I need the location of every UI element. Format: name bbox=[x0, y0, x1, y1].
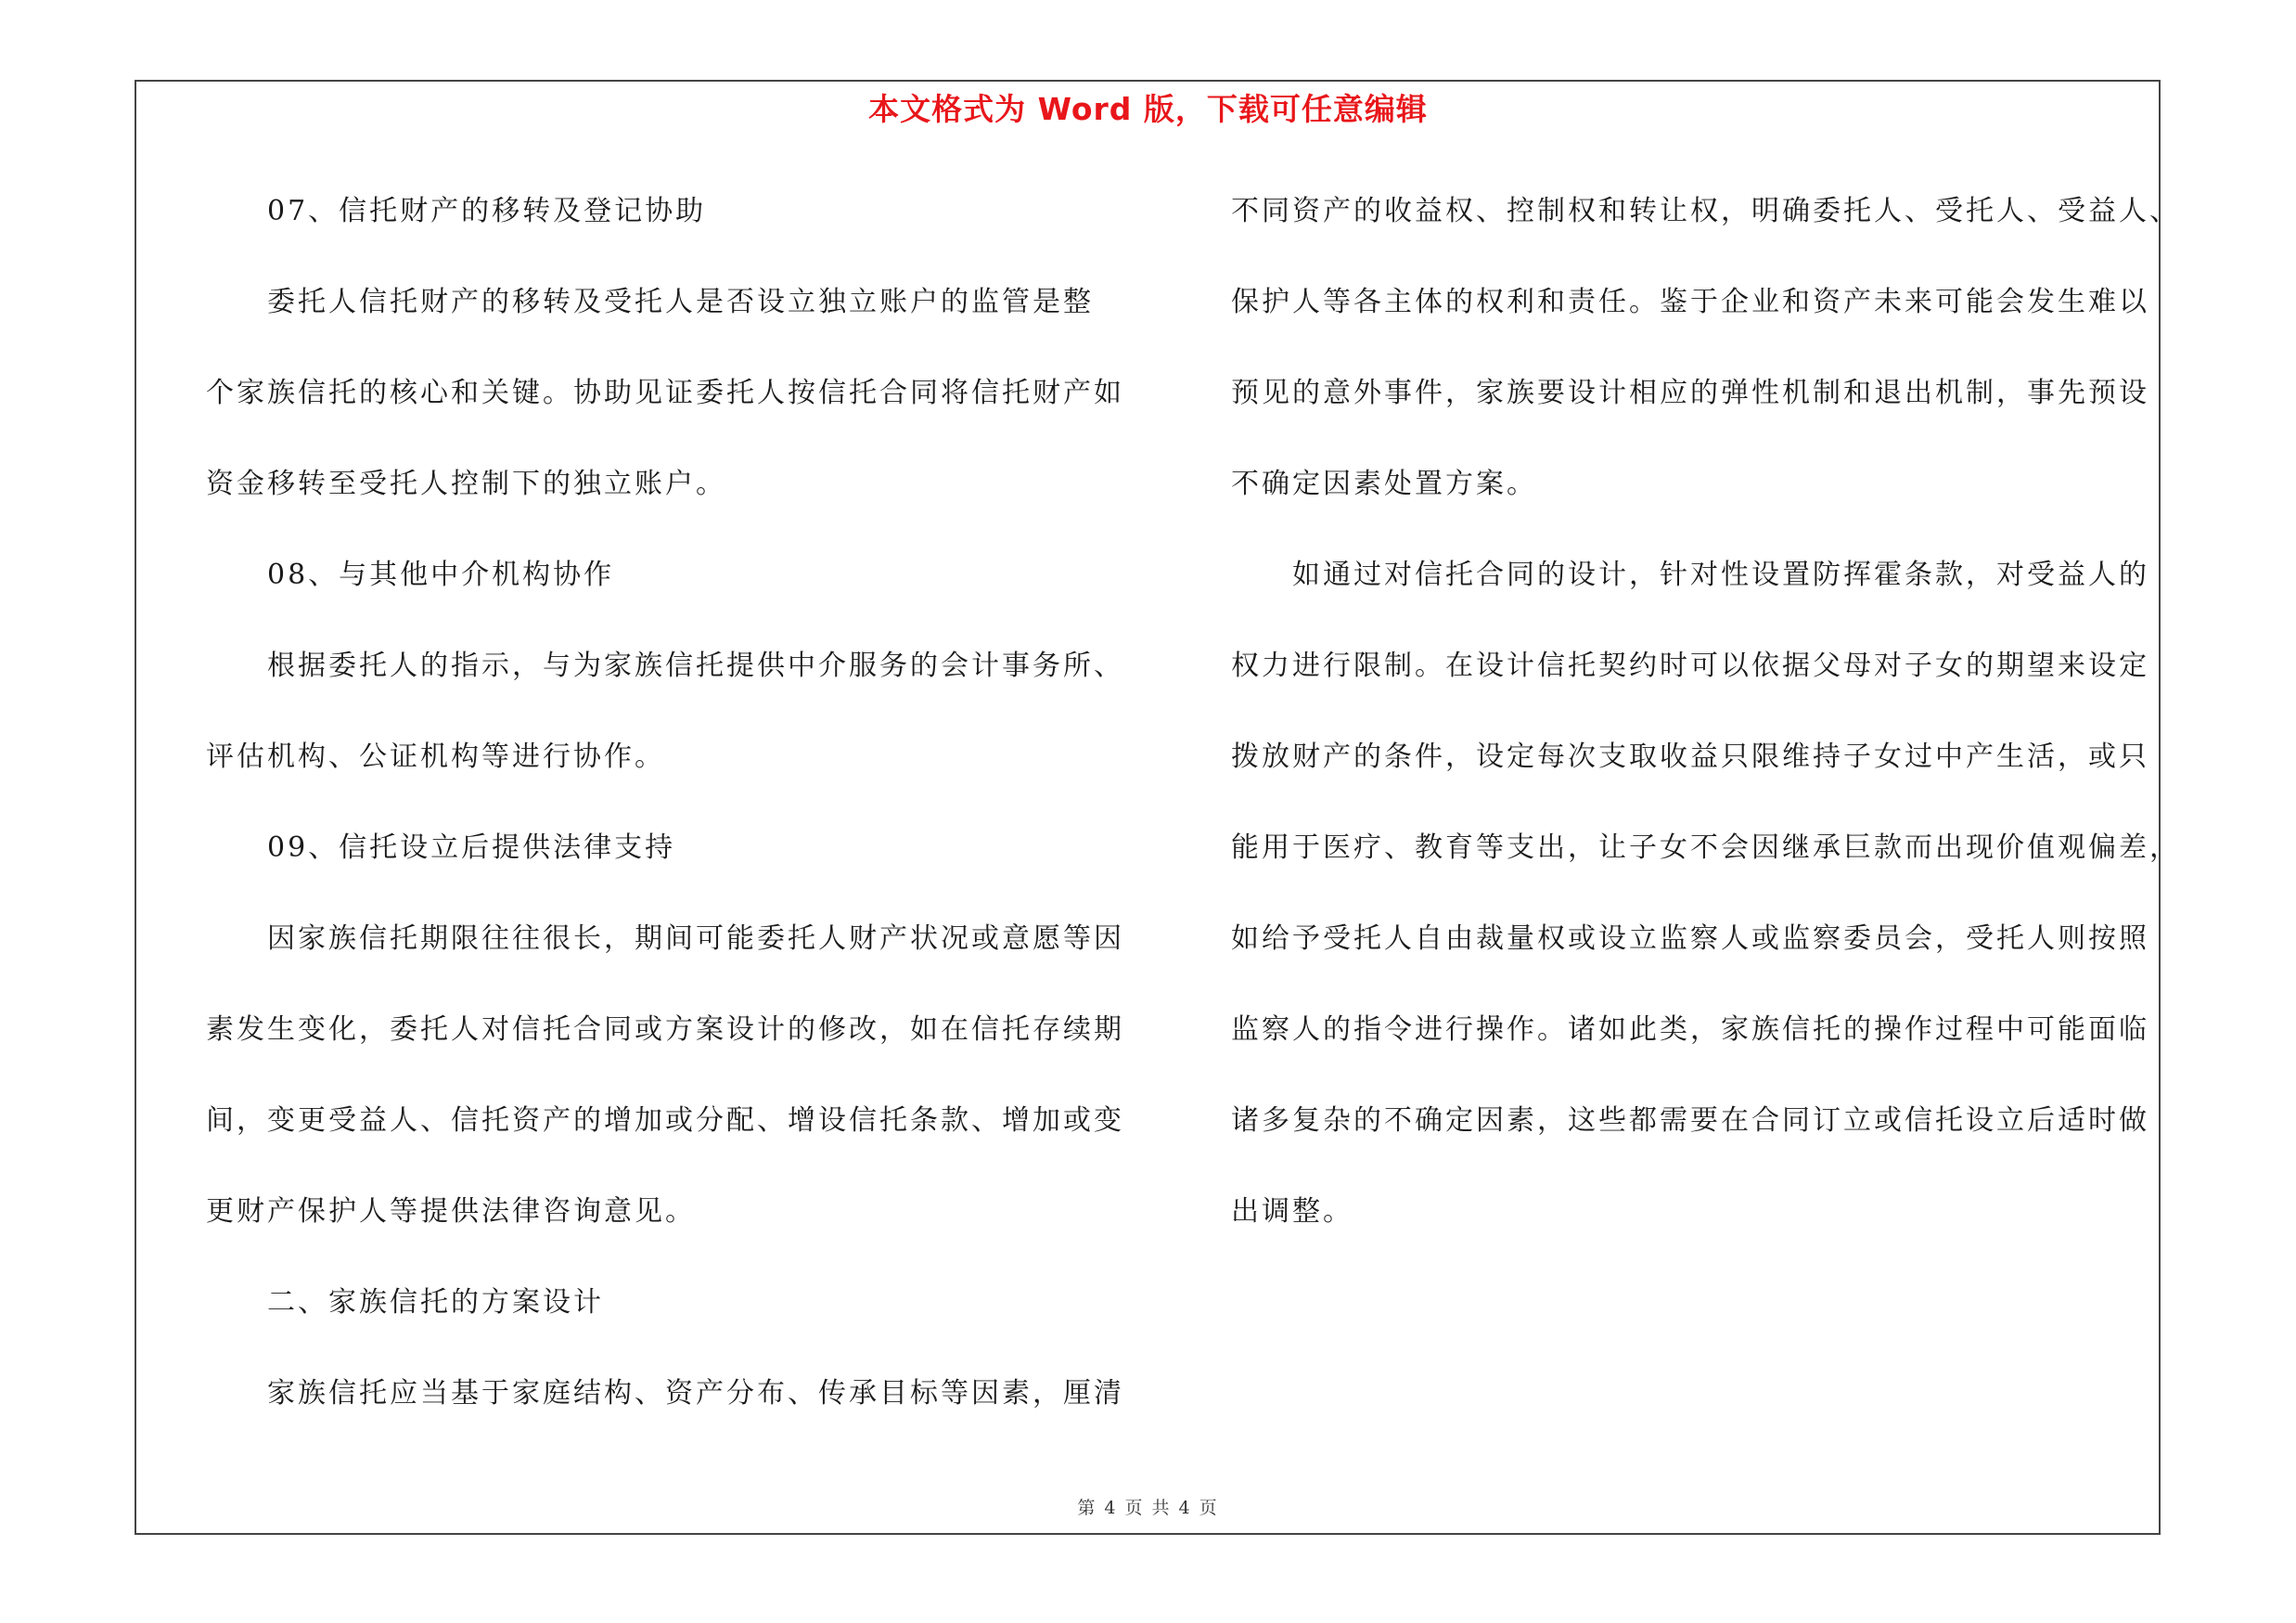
text-line: 个家族信托的核心和关键。协助见证委托人按信托合同将信托财产如 bbox=[206, 377, 1124, 409]
text-line: 不确定因素处置方案。 bbox=[1231, 468, 1537, 500]
right-text-column bbox=[1231, 184, 2180, 1275]
text-line: 如通过对信托合同的设计，针对性设置防挥霍条款，对受益人的 bbox=[1292, 559, 2149, 591]
text-line: 评估机构、公证机构等进行协作。 bbox=[206, 741, 665, 773]
text-line: 素发生变化，委托人对信托合同或方案设计的修改，如在信托存续期 bbox=[206, 1013, 1124, 1046]
text-line: 保护人等各主体的权利和责任。鉴于企业和资产未来可能会发生难以 bbox=[1231, 286, 2149, 318]
text-line: 预见的意外事件，家族要设计相应的弹性机制和退出机制，事先预设 bbox=[1231, 377, 2149, 409]
text-line: 更财产保护人等提供法律咨询意见。 bbox=[206, 1195, 696, 1228]
text-line: 不同资产的收益权、控制权和转让权，明确委托人、受托人、受益人、 bbox=[1231, 195, 2180, 227]
word-format-banner: 本文格式为 Word 版，下载可任意编辑 bbox=[868, 91, 1428, 127]
text-line: 委托人信托财产的移转及受托人是否设立独立账户的监管是整 bbox=[267, 286, 1094, 318]
text-line: 间，变更受益人、信托资产的增加或分配、增设信托条款、增加或变 bbox=[206, 1104, 1124, 1137]
text-line: 能用于医疗、教育等支出，让子女不会因继承巨款而出现价值观偏差， bbox=[1231, 831, 2180, 864]
text-line: 二、家族信托的方案设计 bbox=[267, 1286, 604, 1319]
text-line: 出调整。 bbox=[1231, 1195, 1353, 1228]
text-line: 权力进行限制。在设计信托契约时可以依据父母对子女的期望来设定 bbox=[1231, 650, 2149, 682]
text-line: 家族信托应当基于家庭结构、资产分布、传承目标等因素，厘清 bbox=[267, 1377, 1124, 1410]
text-line: 因家族信托期限往往很长，期间可能委托人财产状况或意愿等因 bbox=[267, 922, 1124, 955]
text-line: 如给予受托人自由裁量权或设立监察人或监察委员会，受托人则按照 bbox=[1231, 922, 2149, 955]
page-number-footer: 第 4 页 共 4 页 bbox=[1077, 1498, 1219, 1518]
left-text-column bbox=[206, 184, 1161, 1457]
text-line: 07、信托财产的移转及登记协助 bbox=[267, 195, 707, 227]
text-line: 资金移转至受托人控制下的独立账户。 bbox=[206, 468, 726, 500]
text-line: 根据委托人的指示，与为家族信托提供中介服务的会计事务所、 bbox=[267, 650, 1124, 682]
text-line: 拨放财产的条件，设定每次支取收益只限维持子女过中产生活，或只 bbox=[1231, 741, 2149, 773]
text-line: 诸多复杂的不确定因素，这些都需要在合同订立或信托设立后适时做 bbox=[1231, 1104, 2149, 1137]
text-line: 08、与其他中介机构协作 bbox=[267, 559, 615, 591]
text-line: 监察人的指令进行操作。诸如此类，家族信托的操作过程中可能面临 bbox=[1231, 1013, 2149, 1046]
text-line: 09、信托设立后提供法律支持 bbox=[267, 831, 676, 864]
